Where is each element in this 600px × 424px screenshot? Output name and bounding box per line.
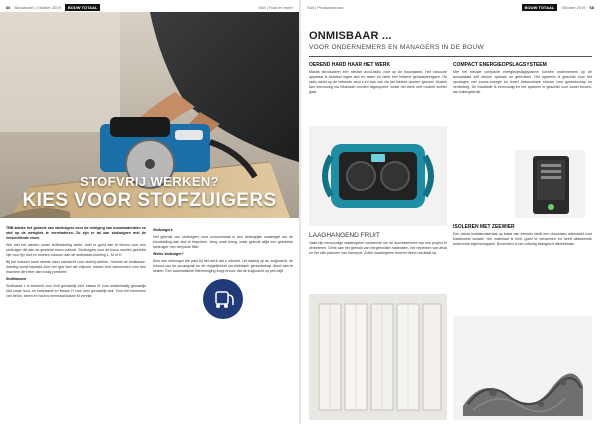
article-block — [309, 232, 447, 292]
article-text: Vaak zijn eenvoudige maatregelen voldoende om de duurzaamheid van een project te verbeteren. Denk aan het gebruik van hergebruikte materialen, het beperken van afval en het slim plannen van transport. Zulke maatregelen leveren direct resultaat op. — [309, 241, 447, 255]
subheading: Welke stofzuiger? — [153, 252, 184, 256]
page-number: 66 — [6, 5, 11, 10]
article-text: Met het nieuwe compacte energieopslagsysteem kunnen ondernemers op de bouwplaats zelf stroom opslaan en gebruiken. Het systeem is geschikt voor het opvangen van zonne-energie en levert betrouwbare stroom voor gereedschap en verlichting. De installatie is eenvoudig en het systeem is geschikt voor zowel binnen- als buitengebruik. — [453, 70, 592, 94]
left-page-header — [6, 3, 293, 12]
hero-title-line1: STOFVRIJ WERKEN? — [79, 174, 220, 189]
issue-label: Bouwkrant | Oktober 2019 — [14, 5, 61, 10]
radio-product-image — [309, 126, 447, 226]
right-page-header — [307, 3, 594, 12]
article-text: Een nieuw isolatiemateriaal op basis van zeewier biedt een duurzaam alternatief voor traditionele isolatie. Het materiaal is licht, goed te verwerken en heeft uitstekende isolerende eigenschappen. Bovendien is het volledig biologisch afbreekbaar. — [453, 232, 592, 246]
planks-product-image — [309, 294, 447, 420]
topic-label: Stof | Productnieuws — [307, 5, 344, 10]
article-title: LAAGHANGEND FRUIT — [309, 232, 380, 239]
section-tag: BOUW TOTAAL — [522, 4, 558, 11]
page-number: 68 — [589, 5, 594, 10]
hero-title-line2: KIES VOOR STOFZUIGERS — [22, 190, 277, 211]
body-paragraph: Bij het bouwen komt steeds meer aandacht voor stofvrij werken. Hoewel de stofklasse-indeling wordt bepaald door het type stof dat vrijkomt, kiezen veel vakmensen voor een machine die beter dan nodig presteert. — [6, 260, 146, 274]
left-column-1 — [6, 226, 146, 418]
section-tag: BOUW TOTAAL — [65, 4, 101, 11]
seaweed-insulation-image — [453, 316, 592, 420]
vacuum-cleaner-icon — [203, 279, 243, 319]
article-title: ISOLEREN MET ZEEWIER — [453, 224, 515, 230]
page-title: ONMISBAAR ... — [309, 30, 392, 42]
page-subtitle: VOOR ONDERNEMERS EN MANAGERS IN DE BOUW — [309, 44, 484, 51]
issue-label: Oktober 2019 — [561, 5, 586, 10]
body-paragraph: Het gebruik van stofzuigers voor schoonmaak is een belangrijke maatregel om de blootstelling aan stof te beperken. Veeg nooit droog, maar gebruik altijd een geschikte stofzuiger met het juiste filter. — [153, 235, 293, 249]
body-paragraph: Stofklasse L is bedoeld voor licht gevaarlijk stof, klasse M voor middelmatig gevaarlijk stof zoals hout- en kwartsstof en klasse H voor zeer gevaarlijk stof. Voor het bewerken van beton, steen en hout is minimaal klasse M vereist. — [6, 284, 146, 298]
article-text: Makita introduceert een nieuwe accu-radio voor op de bouwplaats. Het robuuste apparaat is bestand tegen stof en water en biedt een heldere geluidsweergave. De radio werkt op de bekende accu's en kan ook via het lichtnet worden gevoed. Muziek kan eenvoudig via Bluetooth worden afgespeeld, zodat het werk met muziek sneller gaat. — [309, 70, 447, 94]
body-paragraph: Wie met het werken onder stofbelasting werkt, doet er goed aan te kiezen voor een stofzuiger die aan de gestelde eisen voldoet. Stofzuigers voor de bouw moeten geschikt zijn voor fijn stof en moeten voldoen aan de stofklasse-indeling L, M of H. — [6, 243, 146, 257]
right-page — [301, 0, 600, 424]
left-body-columns — [6, 226, 293, 418]
hero-title — [0, 174, 299, 212]
body-paragraph: Kies een stofzuiger die past bij het werk dat u uitvoert. Let daarbij op de zuigkracht, de inhoud van de opvangzak en de mogelijkheid om elektrisch gereedschap direct aan te sluiten. Een automatische filterreiniging zorgt ervoor dat de zuigkracht op peil blijft. — [153, 259, 293, 273]
hero-image — [0, 12, 299, 218]
title-divider — [309, 56, 592, 57]
article-title: OEREND HARD HAAR HET WERK — [309, 62, 391, 68]
left-page — [0, 0, 299, 424]
lead-paragraph: TBR-advies het gebruik van stofzuigers voor de reiniging van bouwmaterialen en stof op de werkplek te verminderen. Zo zijn er tal van stofzuigers met de verschillende eisen. — [6, 226, 146, 240]
subheading: Stofzuigers — [153, 228, 173, 232]
energy-storage-product-image — [515, 150, 585, 218]
left-column-2 — [153, 226, 293, 418]
topic-label: Stof | Hout en meer — [258, 5, 293, 10]
subheading: Stofklassen — [6, 277, 27, 281]
article-title: COMPACT ENERGIEOPSLAGSYSTEEM — [453, 62, 547, 68]
